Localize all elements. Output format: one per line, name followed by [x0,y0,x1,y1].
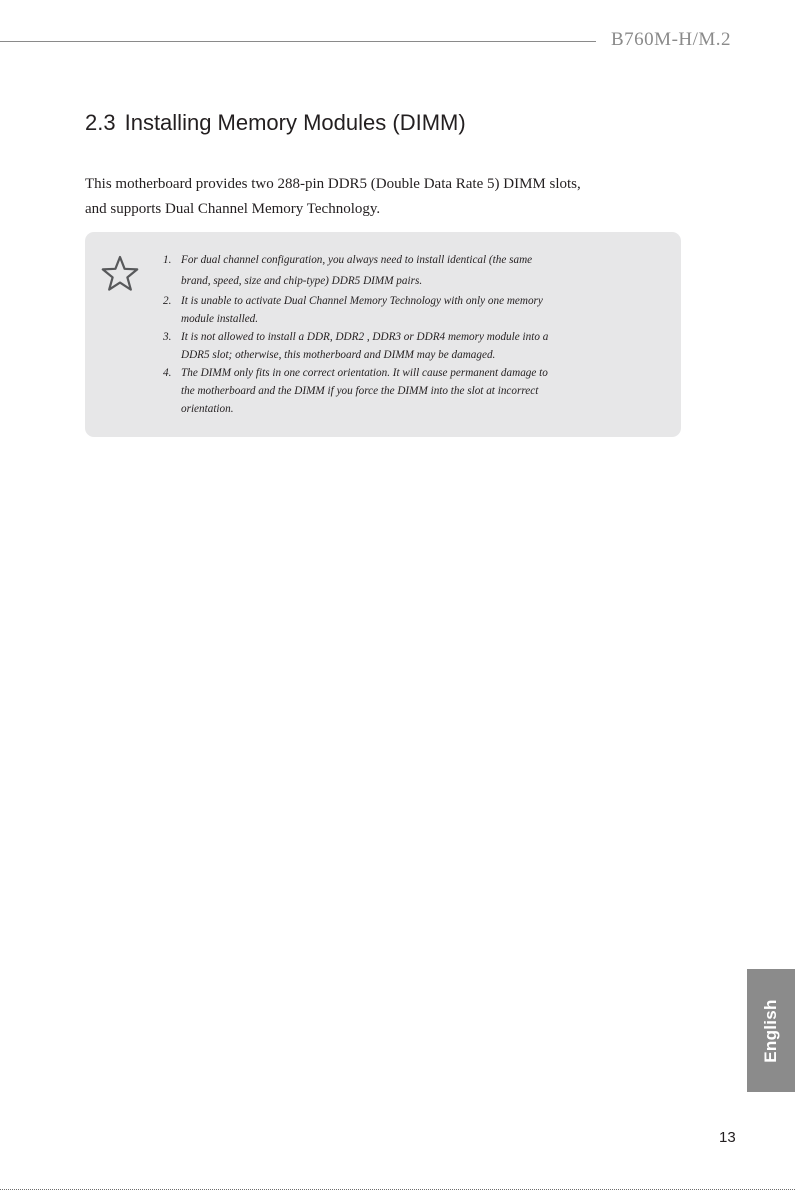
note-item-line: brand, speed, size and chip-type) DDR5 DIMM pairs. [181,275,423,287]
star-icon [101,255,139,291]
language-label: English [761,998,780,1063]
note-item-line: It is unable to activate Dual Channel Memory Technology with only one memory [181,295,543,307]
note-item-1 [163,250,633,292]
note-list [163,250,633,418]
section-title-text: Installing Memory Modules (DIMM) [124,110,466,135]
note-item-line: DDR5 slot; otherwise, this motherboard and DIMM may be damaged. [181,349,496,361]
note-item-line: It is not allowed to install a DDR, DDR2 , DDR3 or DDR4 memory module into a [181,331,549,343]
note-item-line: For dual channel configuration, you always need to install identical (the same [181,254,533,266]
note-item-2 [163,292,633,328]
note-item-line: the motherboard and the DIMM if you force the DIMM into the slot at incorrect [181,385,539,397]
note-item-number: 4. [163,367,172,379]
note-item-line: The DIMM only fits in one correct orientation. It will cause permanent damage to [181,367,548,379]
note-item-3 [163,328,633,364]
note-item-number: 2. [163,295,172,307]
intro-paragraph [85,172,665,222]
section-number: 2.3 [85,110,116,135]
model-name: B760M-H/M.2 [611,29,732,50]
note-item-number: 1. [163,254,172,266]
note-item-line: module installed. [181,313,259,325]
note-item-line: orientation. [181,403,234,415]
note-item-number: 3. [163,331,172,343]
section-title [85,110,466,136]
intro-line-1: This motherboard provides two 288-pin DDR5 (Double Data Rate 5) DIMM slots, [85,176,581,192]
language-tab [747,969,795,1092]
header-rule [0,41,596,42]
intro-line-2: and supports Dual Channel Memory Technology. [85,201,381,217]
note-box [85,232,681,437]
note-item-4 [163,364,633,418]
page-number: 13 [719,1129,736,1146]
